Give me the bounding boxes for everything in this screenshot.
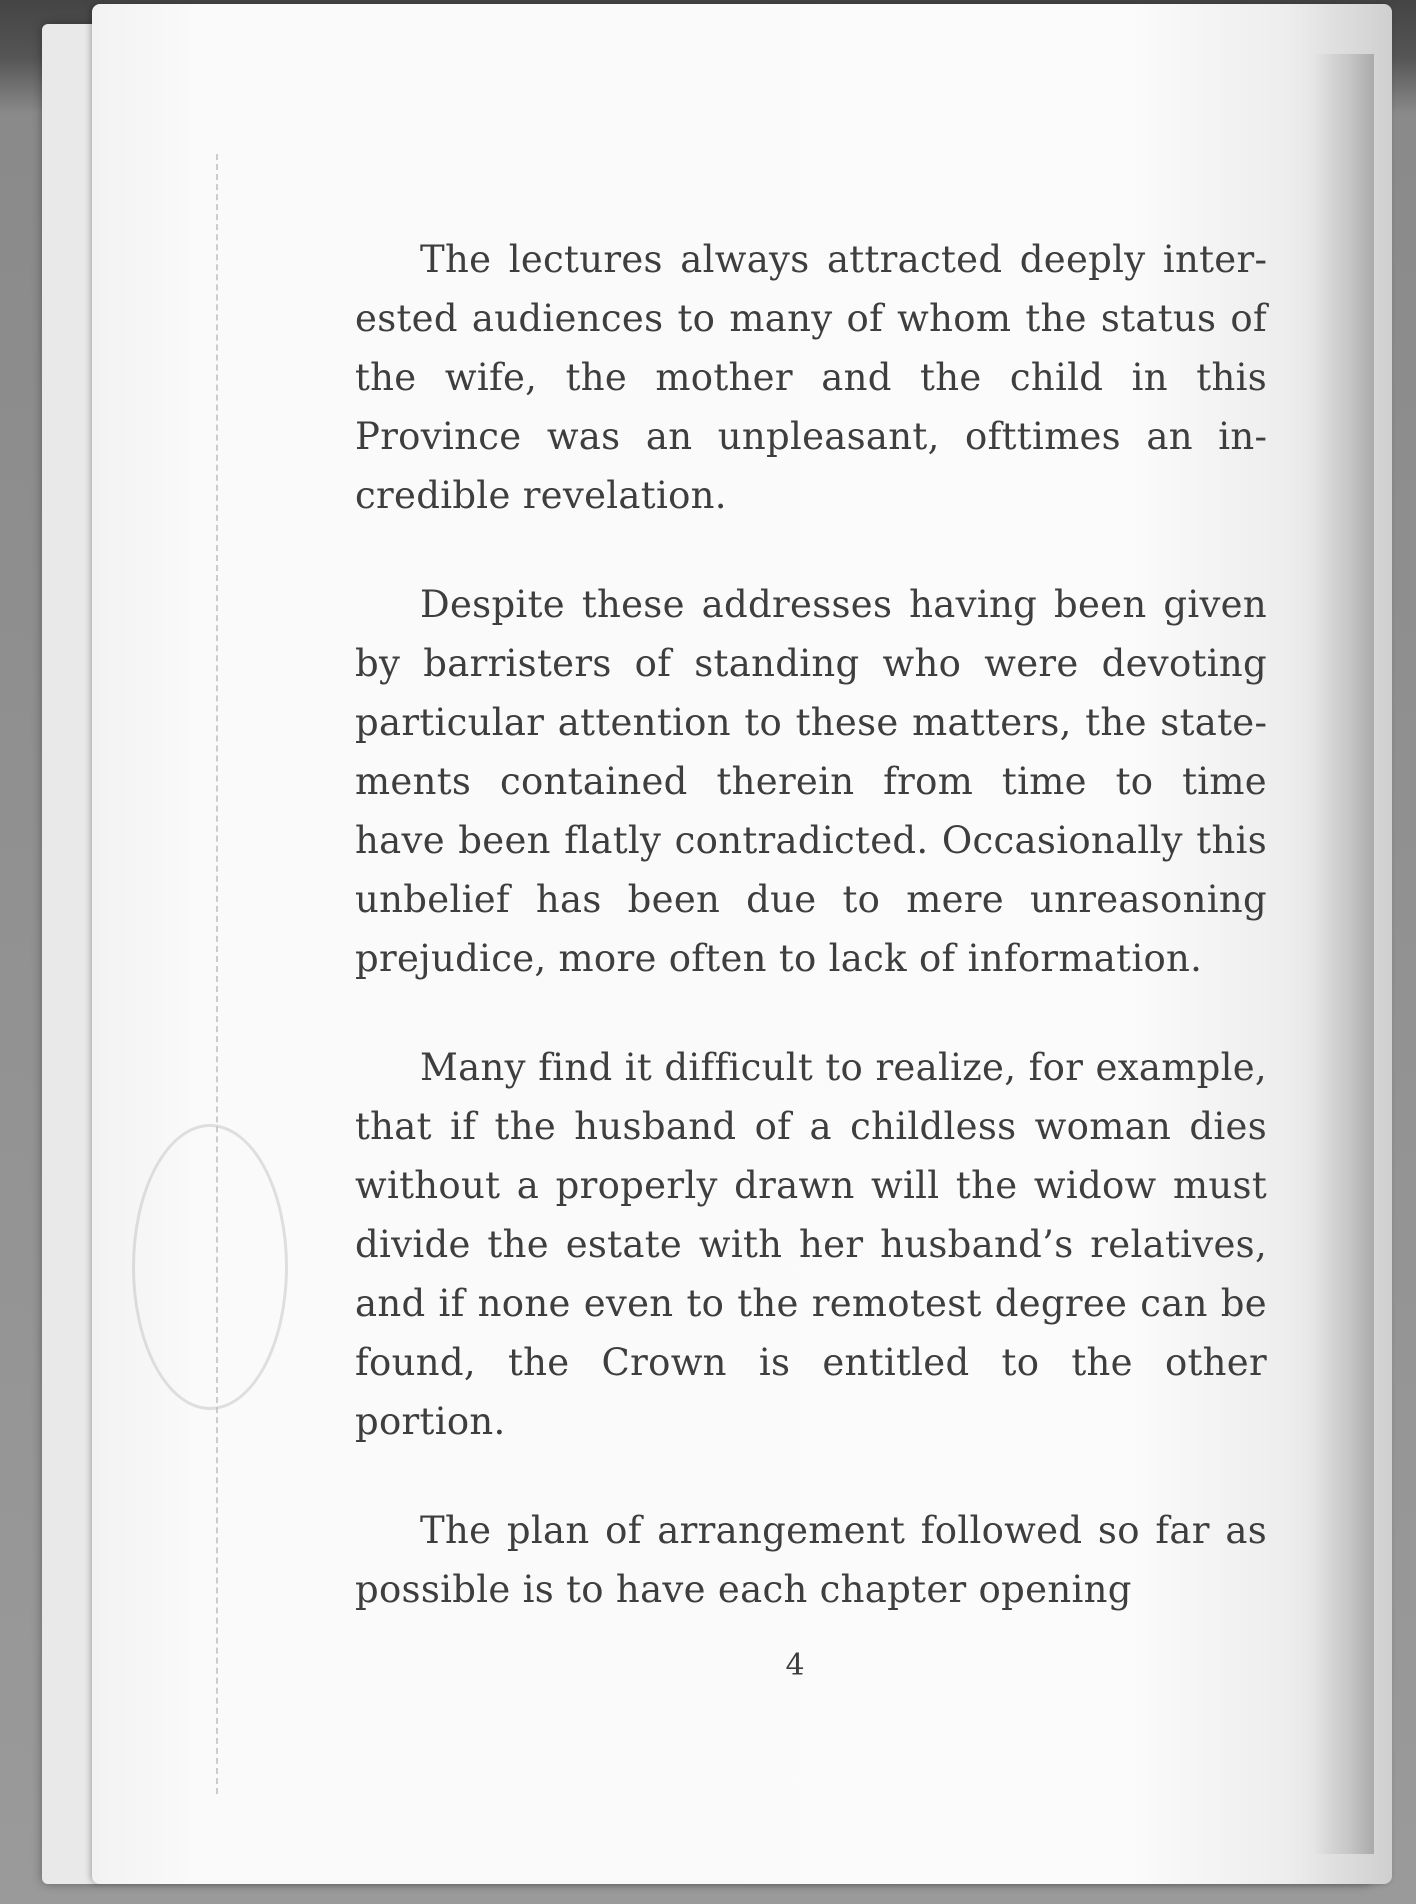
library-stamp [132,1124,288,1410]
paragraph-2: Despite these addresses having been given by barristers of standing who were devoting particular attention to these matters, the statements contained therein from time to time have been flatly contradicted. Occasionally this unbelief has been due to mere unreasoning prejudice, more often to lack of information. [355,583,1267,980]
paragraph-3: Many find it difficult to realize, for example, that if the husband of a childless woman dies without a properly drawn will the widow must divide the estate with her husband’s relatives, and if none even to the remotest degree can be found, the Crown is entitled to the other portion. [355,1046,1267,1443]
page-number: 4 [785,1648,805,1683]
binding-edge [216,154,218,1794]
body-text [355,230,1267,1619]
page-edge-shadow [1314,54,1374,1854]
paragraph-4: The plan of arrangement followed so far as possible is to have each chapter opening [355,1509,1267,1611]
paragraph-1: The lectures always attracted deeply interested audiences to many of whom the status of the wife, the mother and the child in this Province was an unpleasant, ofttimes an incredible revelation. [355,238,1267,517]
